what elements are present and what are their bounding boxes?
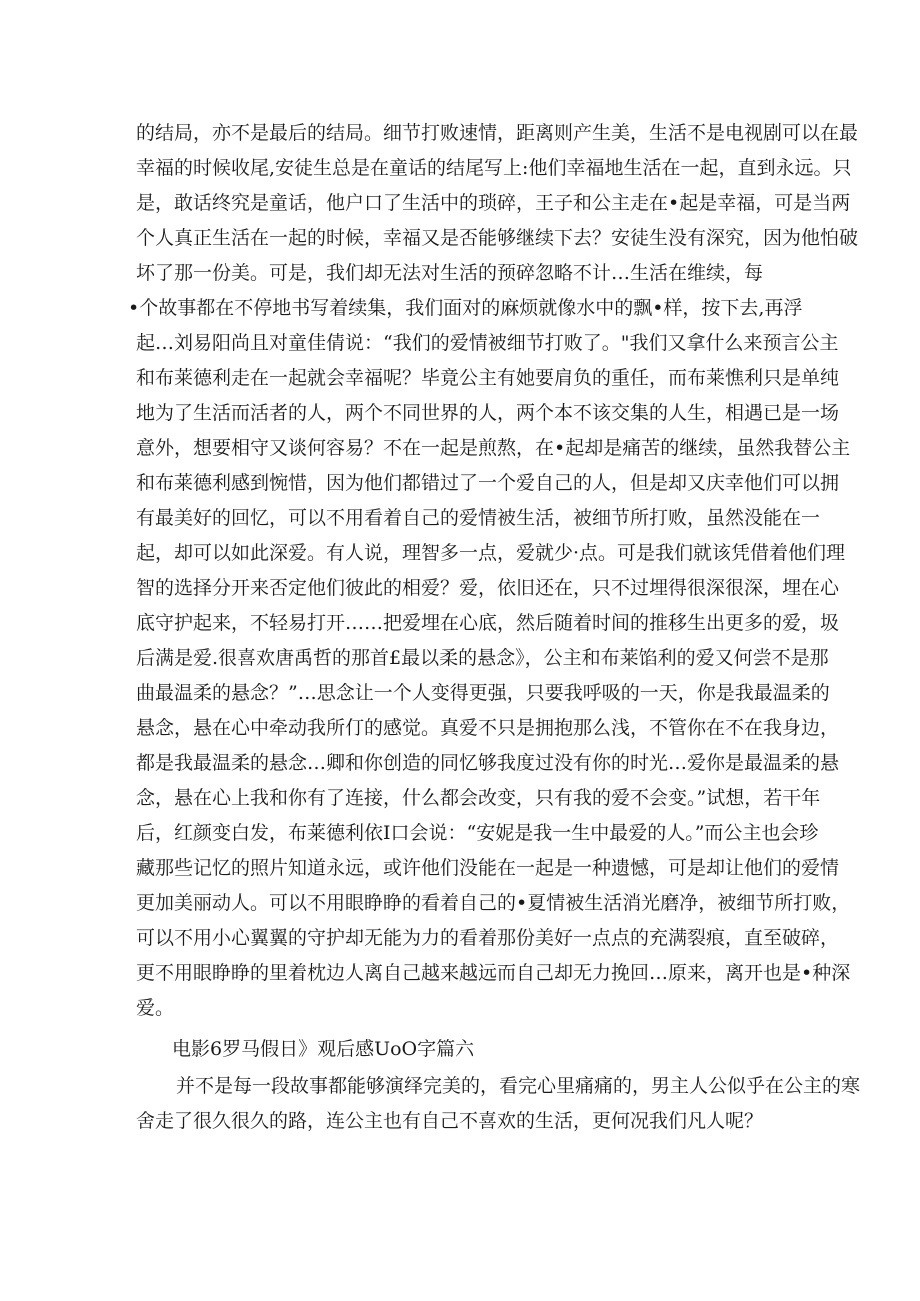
body-line: 起…刘易阳尚且对童佳倩说：“我们的爱情被细节打败了。"我们又拿什么来预言公主 — [136, 332, 839, 354]
body-line: 智的选择分开来否定他们彼此的相爱？爱，依旧还在，只不过埋得很深很深，埋在心 — [136, 577, 840, 599]
body-line: 爱。 — [136, 997, 175, 1019]
body-line: 更不用眼睁睁的里着枕边人离自己越来越远而自己却无力挽回…原来，离开也是•种深 — [136, 962, 851, 984]
body-line: 有最美好的回忆，可以不用看着自己的爱情被生活，被细节所打败，虽然没能在一 — [136, 507, 821, 529]
section-heading: 电影6罗马假日》观后感UoO字篇六 — [172, 1038, 475, 1060]
body-line: 的结局，亦不是最后的结局。细节打败速情，距离则产生美，生活不是电视剧可以在最 — [136, 122, 859, 144]
body-line: 念，悬在心上我和你有了连接，什么都会改变，只有我的爱不会变。”试想，若干年 — [136, 787, 821, 809]
body-line: 和布莱德利走在一起就会幸福呢？毕竟公主有她要肩负的重任，而布莱憔利只是单纯 — [136, 367, 840, 389]
body-line: 后，红颜变白发，布莱德利依I口会说：“安妮是我一生中最爱的人。”而公主也会珍 — [136, 822, 819, 844]
body-line: 底守护起来，不轻易打开……把爱埋在心底，然后随着时间的推移生出更多的爱，圾 — [136, 612, 840, 634]
body-line: 曲最温柔的悬念？”…思念让一个人变得更强，只要我呼吸的一天，你是我最温柔的 — [136, 682, 830, 704]
body-line: 悬念，悬在心中牵动我所仃的感觉。真爱不只是拥抱那么浅，不管你在不在我身边， — [136, 717, 840, 739]
body-line: 地为了生活而活者的人，两个不同世界的人，两个本不该交集的人生，相遇已是一场 — [136, 402, 840, 424]
body-line: 坏了那一份美。可是，我们却无法对生活的预碎忽略不计…生活在维续，每 — [136, 262, 764, 284]
body-line: •个故事都在不停地书写着续集，我们面对的麻烦就像水中的飘•样，按下去,再浮 — [128, 297, 803, 319]
body-line: 个人真正生活在一起的时候，幸福又是否能够继续下去？安徒生没有深究，因为他怕破 — [136, 227, 859, 249]
body-line: 藏那些记忆的照片知道永远，或许他们没能在一起是一种遗憾，可是却让他们的爱情 — [136, 857, 840, 879]
body-line: 幸福的时候收尾,安徒生总是在童话的结尾写上:他们幸福地生活在一起，直到永远。只 — [136, 157, 852, 179]
section-line: 并不是每一段故事都能够演绎完美的，看完心里痛痛的，男主人公似乎在公主的寒 — [176, 1075, 861, 1097]
body-line: 更加美丽动人。可以不用眼睁睁的看着自己的•夏情被生活消光磨净，被细节所打败， — [136, 892, 851, 914]
body-line: 都是我最温柔的悬念…卿和你创造的同忆够我度过没有你的时光…爱你是最温柔的悬 — [136, 752, 840, 774]
body-line: 可以不用小心翼翼的守护却无能为力的看着那份美好一点点的充满裂痕，直至破碎， — [136, 927, 840, 949]
body-line: 起，却可以如此深爱。有人说，理智多一点，爱就少·点。可是我们就该凭借着他们理 — [136, 542, 846, 564]
section-line: 舍走了很久很久的路，连公主也有自己不喜欢的生活，更何况我们凡人呢？ — [136, 1110, 764, 1132]
body-line: 意外，想要相守又谈何容易？不在一起是煎熬，在•起却是痛苦的继续，虽然我替公主 — [136, 437, 851, 459]
body-line: 是，敢话终究是童话，他户口了生活中的琐碎，王子和公主走在•起是幸福，可是当两 — [136, 192, 851, 214]
body-line: 后满是爱.很喜欢唐禹哲的那首£最以柔的悬念》，公主和布莱馅利的爱又何尝不是那 — [136, 647, 829, 669]
body-line: 和布莱德利感到惋惜，因为他们都错过了一个爱自己的人，但是却又庆幸他们可以拥 — [136, 472, 840, 494]
